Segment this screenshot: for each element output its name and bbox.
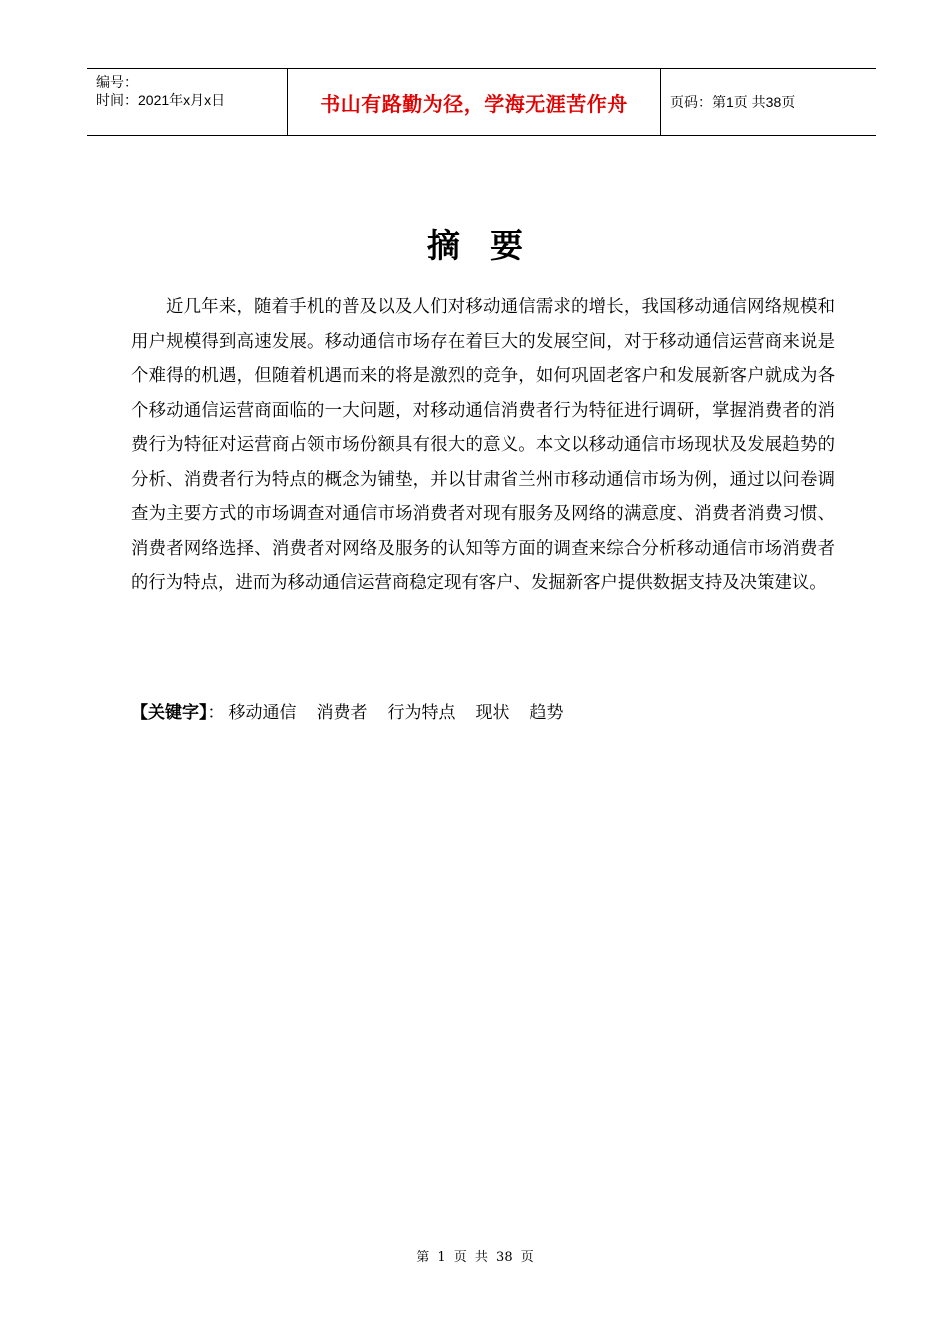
abstract-title: 摘要 [427,226,553,265]
keyword-item: 现状 [475,703,510,723]
abstract-body: 近几年来，随着手机的普及以及人们对移动通信需求的增长，我国移动通信网络规模和用户规模得到高速发展。移动通信市场存在着巨大的发展空间，对于移动通信运营商来说是个难得的机遇，但随着机遇而来的将是激烈的竞争，如何巩固老客户和发展新客户就成为各个移动通信运营商面临的一大问题，对移动通信消费者行为特征进行调研，掌握消费者的消费行为特征对运营商占领市场份额具有很大的意义。本文以移动通信市场现状及发展趋势的分析、消费者行为特点的概念为铺垫，并以甘肃省兰州市移动通信市场为例，通过以问卷调查为主要方式的市场调查对通信市场消费者对现有服务及网络的满意度、消费者消费习惯、消费者网络选择、消费者对网络及服务的认知等方面的调查来综合分析移动通信市场消费者的行为特点，进而为移动通信运营商稳定现有客户、发掘新客户提供数据支持及决策建议。 [131,297,835,593]
header-date: 时间：2021年x月x日 [96,92,226,108]
keyword-item: 移动通信 [228,703,297,723]
keyword-item: 消费者 [316,703,368,723]
keyword-item: 行为特点 [387,703,456,723]
header-page-info: 页码：第1页 共38页 [670,94,796,110]
header-motto: 书山有路勤为径，学海无涯苦作舟 [288,69,661,135]
page-header [87,68,876,136]
header-meta [87,69,288,135]
keywords-label: 【关键字】 [131,703,208,723]
keywords-separator: ： [207,703,225,723]
keywords-line [131,696,564,730]
header-serial-number: 编号： [96,74,138,90]
keyword-item: 趋势 [529,703,564,723]
page-footer: 第 1 页 共 38 页 [416,1250,534,1265]
